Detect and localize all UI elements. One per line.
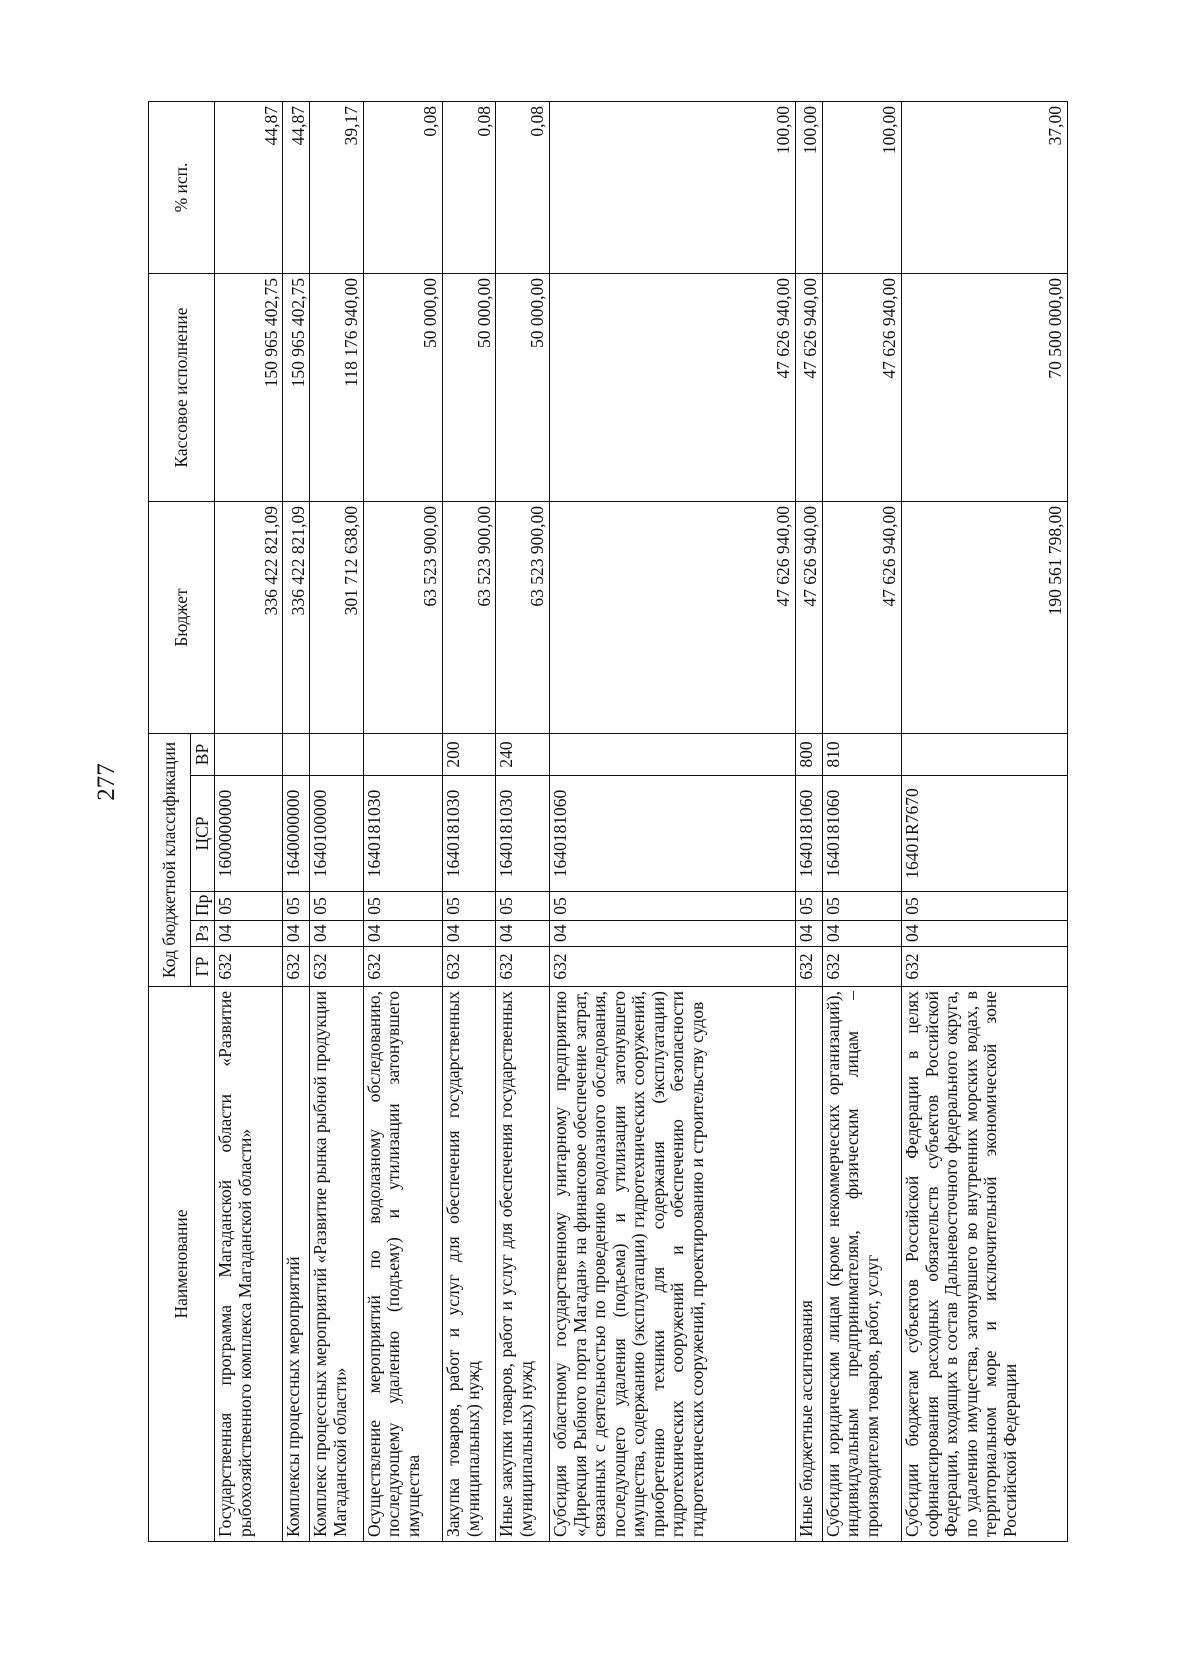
row-vr: 200 xyxy=(442,734,496,776)
row-gr: 632 xyxy=(442,947,496,987)
row-pr: 05 xyxy=(796,892,823,921)
row-budget: 336 422 821,09 xyxy=(215,502,283,734)
row-budget: 47 626 940,00 xyxy=(822,502,901,734)
table-row xyxy=(496,102,550,1542)
row-csr: 1600000000 xyxy=(215,776,283,892)
row-cash: 70 500 000,00 xyxy=(902,274,1068,502)
row-gr: 632 xyxy=(902,947,1068,987)
row-pct: 100,00 xyxy=(822,102,901,274)
header-csr: ЦСР xyxy=(191,776,215,892)
row-vr: 810 xyxy=(822,734,901,776)
row-vr: 800 xyxy=(796,734,823,776)
header-pr: Пр xyxy=(191,892,215,921)
row-vr xyxy=(215,734,283,776)
row-cash: 150 965 402,75 xyxy=(283,274,310,502)
row-gr: 632 xyxy=(822,947,901,987)
header-rz: Рз xyxy=(191,921,215,947)
row-gr: 632 xyxy=(363,947,442,987)
row-cash: 47 626 940,00 xyxy=(822,274,901,502)
table-row xyxy=(283,102,310,1542)
row-budget: 63 523 900,00 xyxy=(442,502,496,734)
row-csr: 1640000000 xyxy=(283,776,310,892)
row-cash: 47 626 940,00 xyxy=(549,274,795,502)
table-row xyxy=(796,102,823,1542)
row-pr: 05 xyxy=(310,892,364,921)
row-pr: 05 xyxy=(442,892,496,921)
row-rz: 04 xyxy=(822,921,901,947)
header-budget: Бюджет xyxy=(149,502,215,734)
row-cash: 50 000,00 xyxy=(442,274,496,502)
table-row xyxy=(215,102,283,1542)
row-pct: 39,17 xyxy=(310,102,364,274)
row-pr: 05 xyxy=(549,892,795,921)
row-name: Субсидия областному государственному унитарному предприятию «Дирекция Рыбного порта Магадан» на финансовое обеспечение затрат, связанных с деятельностью по проведению водолазного обследования, последующего удаления (подъема) и утилизации затонувшего имущества, содержанию (эксплуатации) гидротехнических сооружений, приобретению техники для содержания (эксплуатации) гидротехнических сооружений и обеспечению безопасности гидротехнических сооружений, проектированию и строительству судов xyxy=(549,987,795,1542)
row-pr: 05 xyxy=(363,892,442,921)
row-rz: 04 xyxy=(902,921,1068,947)
table-row xyxy=(363,102,442,1542)
table-row xyxy=(902,102,1068,1542)
row-pr: 05 xyxy=(496,892,550,921)
table-row xyxy=(442,102,496,1542)
row-csr: 1640181060 xyxy=(796,776,823,892)
page-number: 277 xyxy=(93,763,120,801)
row-name: Государственная программа Магаданской области «Развитие рыбохозяйственного комплекса Магаданской области» xyxy=(215,987,283,1542)
row-vr xyxy=(902,734,1068,776)
row-csr: 1640181060 xyxy=(549,776,795,892)
row-csr: 1640181060 xyxy=(822,776,901,892)
table-row xyxy=(822,102,901,1542)
row-budget: 63 523 900,00 xyxy=(363,502,442,734)
row-vr xyxy=(549,734,795,776)
row-cash: 50 000,00 xyxy=(496,274,550,502)
row-csr: 1640100000 xyxy=(310,776,364,892)
row-pct: 100,00 xyxy=(549,102,795,274)
row-vr xyxy=(363,734,442,776)
row-csr: 1640181030 xyxy=(442,776,496,892)
row-pct: 37,00 xyxy=(902,102,1068,274)
row-rz: 04 xyxy=(496,921,550,947)
row-pct: 44,87 xyxy=(215,102,283,274)
row-pr: 05 xyxy=(215,892,283,921)
row-gr: 632 xyxy=(310,947,364,987)
row-budget: 47 626 940,00 xyxy=(796,502,823,734)
row-budget: 47 626 940,00 xyxy=(549,502,795,734)
row-gr: 632 xyxy=(283,947,310,987)
row-rz: 04 xyxy=(283,921,310,947)
row-name: Комплекс процессных мероприятий «Развитие рынка рыбной продукции Магаданской области» xyxy=(310,987,364,1542)
row-vr: 240 xyxy=(496,734,550,776)
row-csr: 16401R7670 xyxy=(902,776,1068,892)
header-name: Наименование xyxy=(149,987,215,1542)
row-pr: 05 xyxy=(902,892,1068,921)
table-row xyxy=(310,102,364,1542)
row-rz: 04 xyxy=(549,921,795,947)
row-rz: 04 xyxy=(310,921,364,947)
row-name: Закупка товаров, работ и услуг для обеспечения государственных (муниципальных) нужд xyxy=(442,987,496,1542)
row-cash: 118 176 940,00 xyxy=(310,274,364,502)
budget-execution-table xyxy=(148,101,1068,1542)
row-rz: 04 xyxy=(363,921,442,947)
row-name: Комплексы процессных мероприятий xyxy=(283,987,310,1542)
row-cash: 50 000,00 xyxy=(363,274,442,502)
row-name: Иные закупки товаров, работ и услуг для обеспечения государственных (муниципальных) нужд xyxy=(496,987,550,1542)
row-pr: 05 xyxy=(283,892,310,921)
row-pct: 100,00 xyxy=(796,102,823,274)
row-csr: 1640181030 xyxy=(496,776,550,892)
row-gr: 632 xyxy=(215,947,283,987)
table-row xyxy=(549,102,795,1542)
row-name: Иные бюджетные ассигнования xyxy=(796,987,823,1542)
row-pct: 0,08 xyxy=(442,102,496,274)
row-vr xyxy=(283,734,310,776)
row-rz: 04 xyxy=(442,921,496,947)
row-pct: 0,08 xyxy=(496,102,550,274)
header-vr: ВР xyxy=(191,734,215,776)
header-cash: Кассовое исполнение xyxy=(149,274,215,502)
row-budget: 63 523 900,00 xyxy=(496,502,550,734)
row-cash: 47 626 940,00 xyxy=(796,274,823,502)
row-budget: 190 561 798,00 xyxy=(902,502,1068,734)
row-csr: 1640181030 xyxy=(363,776,442,892)
row-name: Субсидии юридическим лицам (кроме некоммерческих организаций), индивидуальным предпринимателям, физическим лицам – производителям товаров, работ, услуг xyxy=(822,987,901,1542)
row-cash: 150 965 402,75 xyxy=(215,274,283,502)
rotated-table-container xyxy=(148,102,1068,1542)
row-name: Осуществление мероприятий по водолазному обследованию, последующему удалению (подъему) и утилизации затонувшего имущества xyxy=(363,987,442,1542)
row-gr: 632 xyxy=(496,947,550,987)
row-budget: 336 422 821,09 xyxy=(283,502,310,734)
row-budget: 301 712 638,00 xyxy=(310,502,364,734)
header-code-group: Код бюджетной классификации xyxy=(149,734,191,987)
header-gr: ГР xyxy=(191,947,215,987)
row-pr: 05 xyxy=(822,892,901,921)
row-gr: 632 xyxy=(796,947,823,987)
row-pct: 0,08 xyxy=(363,102,442,274)
row-gr: 632 xyxy=(549,947,795,987)
header-pct: % исп. xyxy=(149,102,215,274)
row-rz: 04 xyxy=(796,921,823,947)
row-pct: 44,87 xyxy=(283,102,310,274)
row-vr xyxy=(310,734,364,776)
row-rz: 04 xyxy=(215,921,283,947)
row-name: Субсидии бюджетам субъектов Российской Федерации в целях софинансирования расходных обязательств субъектов Российской Федерации, входящих в состав Дальневосточного федерального округа, по удалению имущества, затонувшего во внутренних морских водах, в территориальном море и исключительной экономической зоне Российской Федерации xyxy=(902,987,1068,1542)
